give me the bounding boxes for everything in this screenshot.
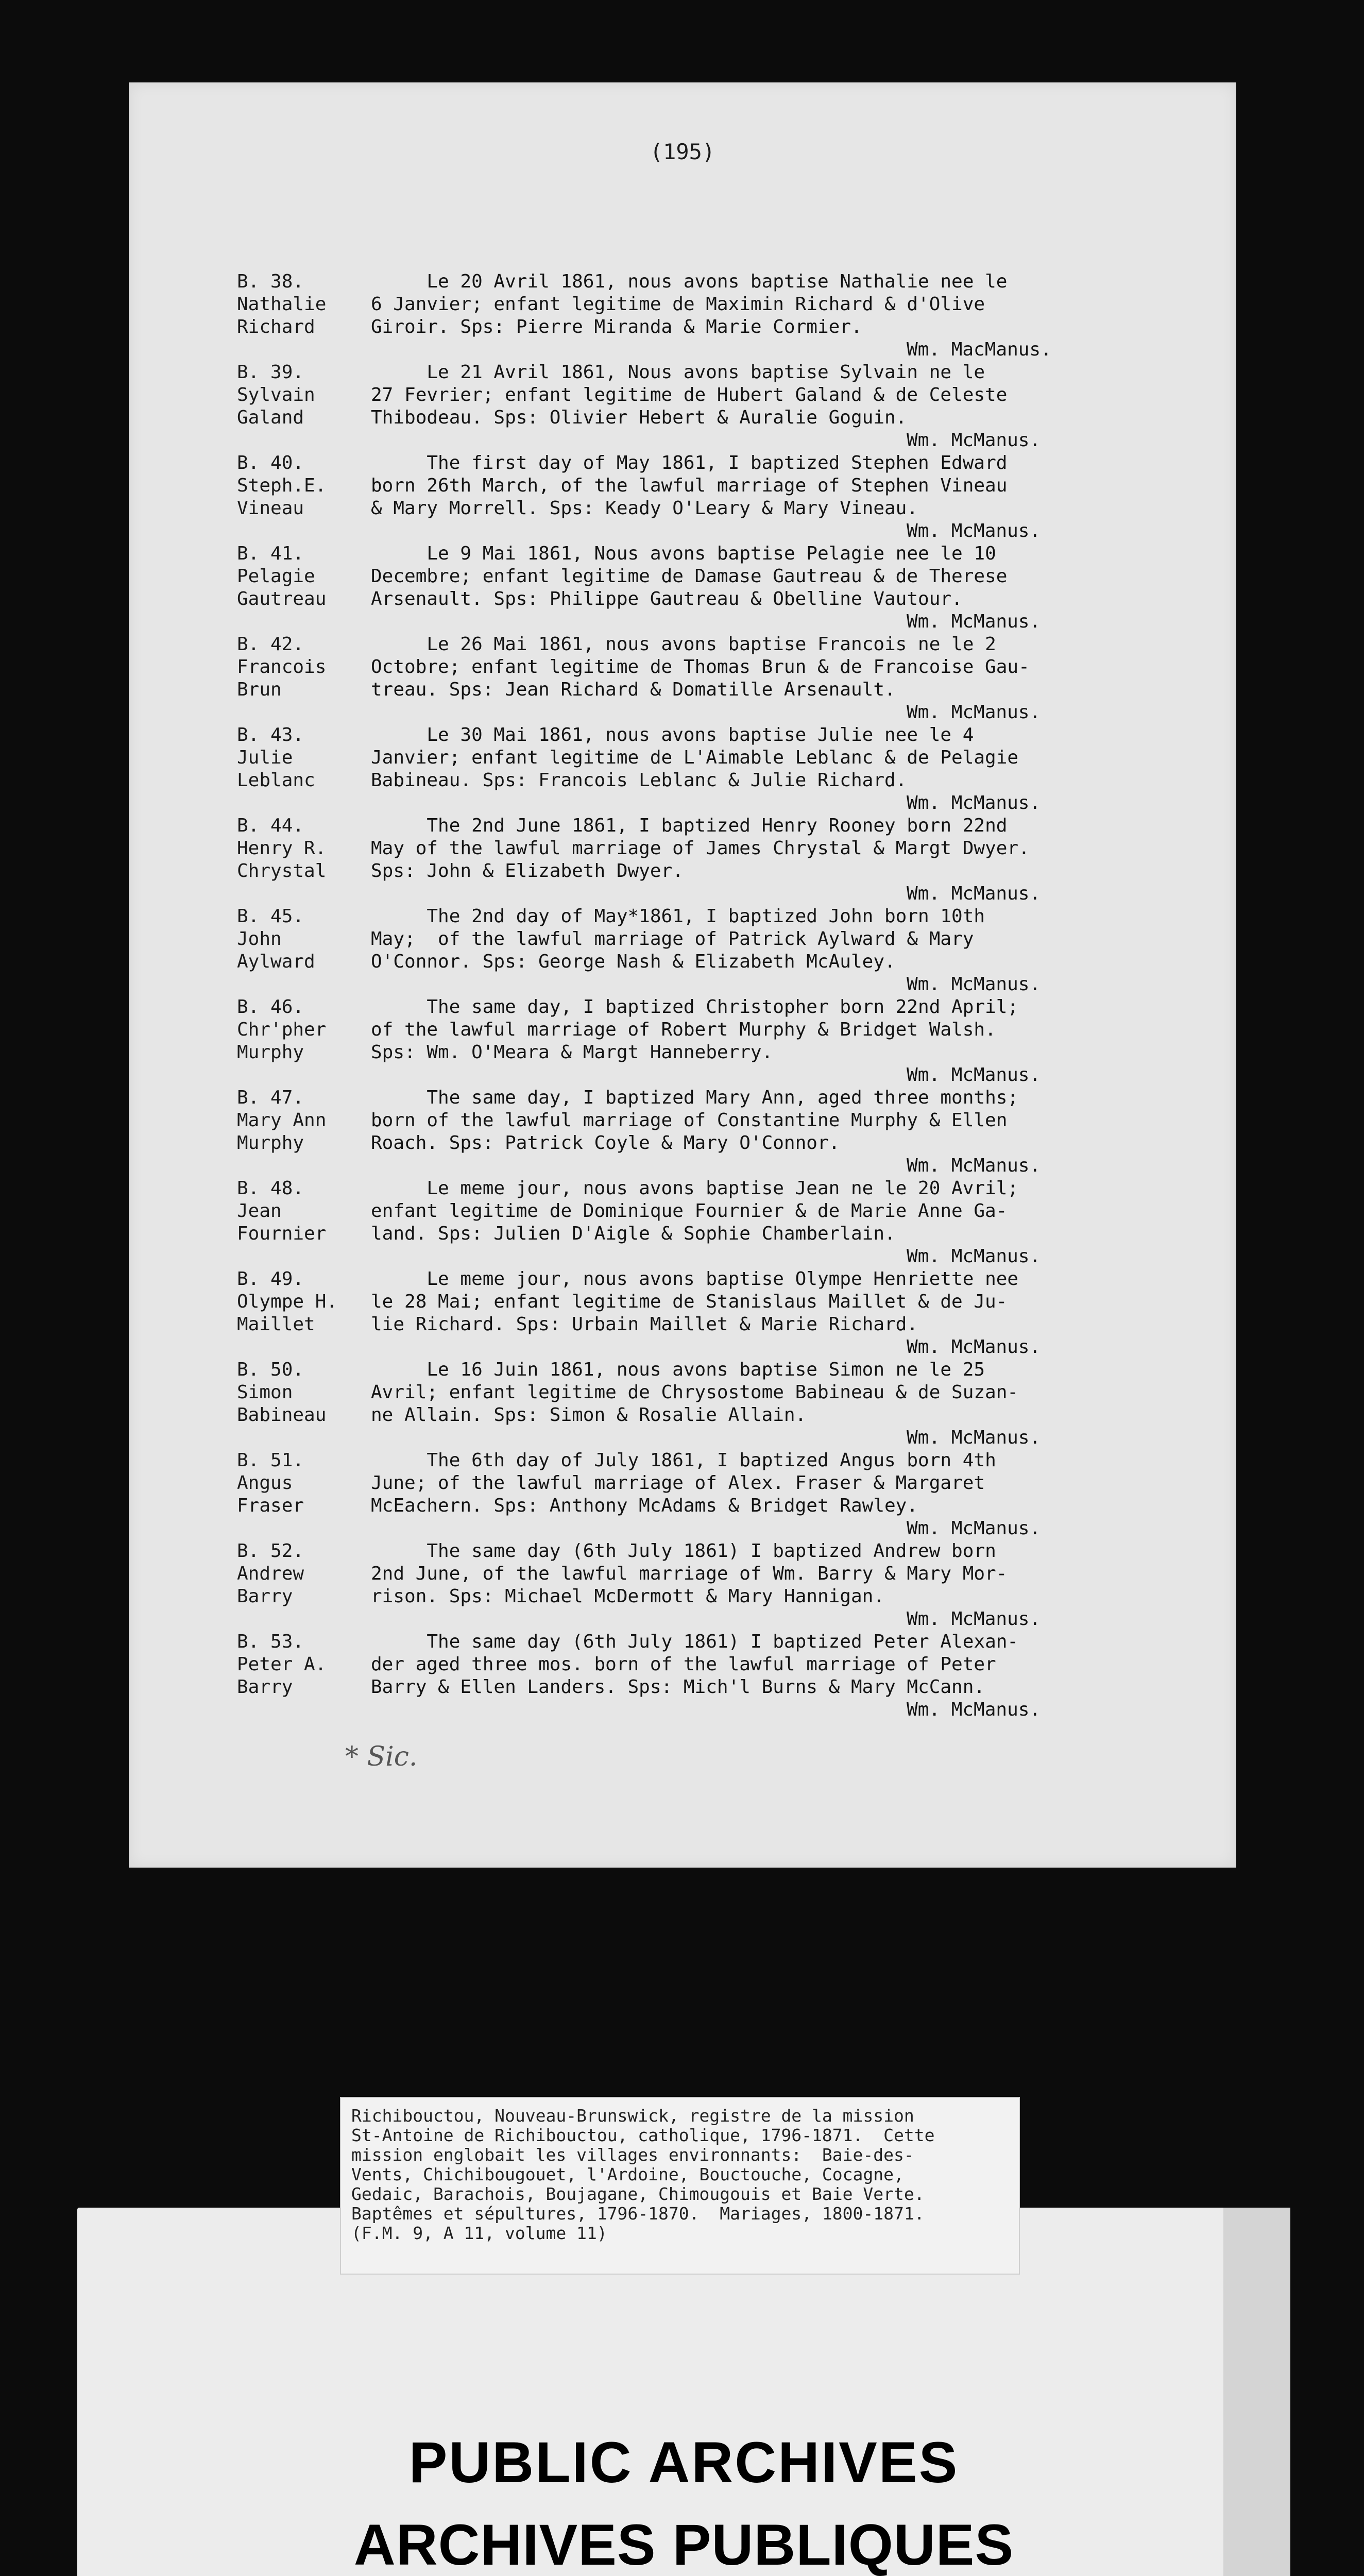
entry-register-label: [237, 815, 366, 883]
entry-record-text: Le 30 Mai 1861, nous avons baptise Julie nee le 4 Janvier; enfant legitime de L'Aimable Leblanc & de Pelagie Babineau. Sps: Francois Leblanc & Julie Richard.: [371, 724, 1019, 791]
baptism-entry: [237, 452, 1205, 543]
baptism-entry: [237, 724, 1205, 815]
entry-signature: Wm. McManus.: [907, 430, 1041, 451]
entry-register-label: [237, 1268, 366, 1336]
entry-record-text: The 2nd June 1861, I baptized Henry Rooney born 22nd May of the lawful marriage of James Chrystal & Margt Dwyer. Sps: John & Elizabeth Dwyer.: [371, 815, 1030, 882]
entry-record-text: The same day, I baptized Christopher born 22nd April; of the lawful marriage of Robert Murphy & Bridget Walsh. Sps: Wm. O'Meara & Margt Hanneberry.: [371, 996, 1019, 1063]
entry-register-label: [237, 724, 366, 792]
entry-register-label: [237, 1087, 366, 1155]
entry-number: B. 43.: [237, 724, 304, 745]
catalog-slip: [340, 2097, 1020, 2275]
baptism-entry: [237, 905, 1205, 996]
entry-child-name: Simon Babineau: [237, 1382, 327, 1426]
entry-child-name: Pelagie Gautreau: [237, 566, 327, 609]
entry-signature: Wm. McManus.: [907, 1064, 1041, 1086]
entry-child-name: John Aylward: [237, 928, 315, 972]
page-number: (195): [650, 139, 715, 164]
entry-register-label: [237, 1449, 366, 1517]
entry-signature: Wm. McManus.: [907, 1246, 1041, 1267]
baptism-entry: [237, 1268, 1205, 1359]
entry-signature: Wm. McManus.: [907, 1427, 1041, 1448]
entry-number: B. 48.: [237, 1178, 304, 1199]
baptism-entry: [237, 1631, 1205, 1721]
entry-signature: Wm. McManus.: [907, 520, 1041, 541]
entry-child-name: Andrew Barry: [237, 1563, 304, 1607]
baptism-entry: [237, 633, 1205, 724]
baptism-entry: [237, 361, 1205, 452]
entry-child-name: Angus Fraser: [237, 1472, 304, 1516]
entry-signature: Wm. McManus.: [907, 1699, 1041, 1720]
entry-register-label: [237, 905, 366, 973]
entry-child-name: Jean Fournier: [237, 1200, 327, 1244]
entry-register-label: [237, 361, 366, 429]
entry-signature: Wm. McManus.: [907, 974, 1041, 995]
entry-record-text: The 6th day of July 1861, I baptized Angus born 4th June; of the lawful marriage of Alex. Fraser & Margaret McEachern. Sps: Anthony McAdams & Bridget Rawley.: [371, 1450, 996, 1516]
archives-title-english: PUBLIC ARCHIVES: [408, 2430, 959, 2495]
entry-record-text: Le 16 Juin 1861, nous avons baptise Simon ne le 25 Avril; enfant legitime de Chrysostome Babineau & de Suzan- ne Allain. Sps: Simon & Rosalie Allain.: [371, 1359, 1019, 1426]
entry-number: B. 49.: [237, 1268, 304, 1290]
baptism-entry: [237, 543, 1205, 633]
baptism-entry: [237, 1087, 1205, 1177]
entry-register-label: [237, 1540, 366, 1608]
entry-child-name: Steph.E. Vineau: [237, 475, 327, 519]
baptism-entry: [237, 1359, 1205, 1449]
entry-signature: Wm. McManus.: [907, 702, 1041, 723]
entry-record-text: Le meme jour, nous avons baptise Jean ne le 20 Avril; enfant legitime de Dominique Fournier & de Marie Anne Ga- land. Sps: Julien D'Aigle & Sophie Chamberlain.: [371, 1178, 1019, 1244]
entry-register-label: [237, 1631, 366, 1699]
baptism-entry: [237, 1177, 1205, 1268]
entry-child-name: Sylvain Galand: [237, 384, 315, 428]
entry-record-text: The same day (6th July 1861) I baptized Andrew born 2nd June, of the lawful marriage of Wm. Barry & Mary Mor- rison. Sps: Michael McDermott & Mary Hannigan.: [371, 1540, 1008, 1607]
entry-record-text: Le 20 Avril 1861, nous avons baptise Nathalie nee le 6 Janvier; enfant legitime de Maximin Richard & d'Olive Giroir. Sps: Pierre Miranda & Marie Cormier.: [371, 271, 1008, 337]
entry-record-text: Le meme jour, nous avons baptise Olympe Henriette nee le 28 Mai; enfant legitime de Stanislaus Maillet & de Ju- lie Richard. Sps: Urbain Maillet & Marie Richard.: [371, 1268, 1019, 1335]
entry-signature: Wm. McManus.: [907, 883, 1041, 904]
entry-child-name: Mary Ann Murphy: [237, 1110, 327, 1154]
entry-register-label: [237, 543, 366, 611]
baptism-entries: [237, 270, 1205, 1721]
entry-signature: Wm. MacManus.: [907, 339, 1052, 360]
sic-margin-note: * Sic.: [345, 1741, 418, 1772]
entry-number: B. 44.: [237, 815, 304, 836]
entry-child-name: Olympe H. Maillet: [237, 1291, 338, 1335]
entry-register-label: [237, 996, 366, 1064]
baptism-entry: [237, 1449, 1205, 1540]
entry-record-text: The 2nd day of May*1861, I baptized John born 10th May; of the lawful marriage of Patrick Aylward & Mary O'Connor. Sps: George Nash & Elizabeth McAuley.: [371, 906, 985, 972]
entry-number: B. 38.: [237, 271, 304, 292]
entry-signature: Wm. McManus.: [907, 1608, 1041, 1630]
entry-number: B. 41.: [237, 543, 304, 564]
entry-child-name: Nathalie Richard: [237, 294, 327, 337]
entry-record-text: The same day (6th July 1861) I baptized Peter Alexan- der aged three mos. born of the lawful marriage of Peter Barry & Ellen Landers. Sps: Mich'l Burns & Mary McCann.: [371, 1631, 1019, 1698]
entry-number: B. 45.: [237, 906, 304, 927]
entry-register-label: [237, 270, 366, 338]
entry-child-name: Chr'pher Murphy: [237, 1019, 327, 1063]
entry-number: B. 53.: [237, 1631, 304, 1652]
entry-child-name: Francois Brun: [237, 656, 327, 700]
entry-child-name: Peter A. Barry: [237, 1654, 327, 1698]
entry-number: B. 40.: [237, 452, 304, 473]
entry-number: B. 50.: [237, 1359, 304, 1380]
entry-number: B. 47.: [237, 1087, 304, 1108]
catalog-description: Richibouctou, Nouveau-Brunswick, registre de la mission St-Antoine de Richibouctou, catholique, 1796-1871. Cette mission englobait les villages environnants: Baie-des- Vents, Chichibougouet, l'Ardoine, Bouctouche, Cocagne, Gedaic, Barachois, Boujagane, Chimougouis et Baie Verte. Baptêmes et sépultures, 1796-1870. Mariages, 1800-1871. (F.M. 9, A 11, volume 11): [351, 2106, 935, 2243]
entry-number: B. 52.: [237, 1540, 304, 1562]
entry-child-name: Henry R. Chrystal: [237, 838, 327, 882]
entry-signature: Wm. McManus.: [907, 792, 1041, 814]
entry-number: B. 39.: [237, 362, 304, 383]
entry-record-text: The same day, I baptized Mary Ann, aged three months; born of the lawful marriage of Constantine Murphy & Ellen Roach. Sps: Patrick Coyle & Mary O'Connor.: [371, 1087, 1019, 1154]
entry-register-label: [237, 452, 366, 520]
entry-signature: Wm. McManus.: [907, 1518, 1041, 1539]
baptism-entry: [237, 270, 1205, 361]
baptism-entry: [237, 815, 1205, 905]
baptism-entry: [237, 1540, 1205, 1631]
entry-number: B. 46.: [237, 996, 304, 1018]
entry-signature: Wm. McManus.: [907, 1155, 1041, 1176]
entry-register-label: [237, 1177, 366, 1245]
entry-record-text: Le 21 Avril 1861, Nous avons baptise Sylvain ne le 27 Fevrier; enfant legitime de Hubert Galand & de Celeste Thibodeau. Sps: Olivier Hebert & Auralie Goguin.: [371, 362, 1008, 428]
entry-register-label: [237, 1359, 366, 1427]
entry-number: B. 42.: [237, 634, 304, 655]
archives-title-french: ARCHIVES PUBLIQUES: [353, 2513, 1014, 2576]
entry-number: B. 51.: [237, 1450, 304, 1471]
entry-child-name: Julie Leblanc: [237, 747, 315, 791]
entry-register-label: [237, 633, 366, 701]
entry-record-text: The first day of May 1861, I baptized Stephen Edward born 26th March, of the lawful marriage of Stephen Vineau & Mary Morrell. Sps: Keady O'Leary & Mary Vineau.: [371, 452, 1008, 519]
entry-signature: Wm. McManus.: [907, 611, 1041, 632]
entry-signature: Wm. McManus.: [907, 1336, 1041, 1358]
entry-record-text: Le 9 Mai 1861, Nous avons baptise Pelagie nee le 10 Decembre; enfant legitime de Damase Gautreau & de Therese Arsenault. Sps: Philippe Gautreau & Obelline Vautour.: [371, 543, 1008, 609]
register-page: [129, 82, 1236, 1868]
entry-record-text: Le 26 Mai 1861, nous avons baptise Francois ne le 2 Octobre; enfant legitime de Thomas Brun & de Francoise Gau- treau. Sps: Jean Richard & Domatille Arsenault.: [371, 634, 1030, 700]
baptism-entry: [237, 996, 1205, 1087]
